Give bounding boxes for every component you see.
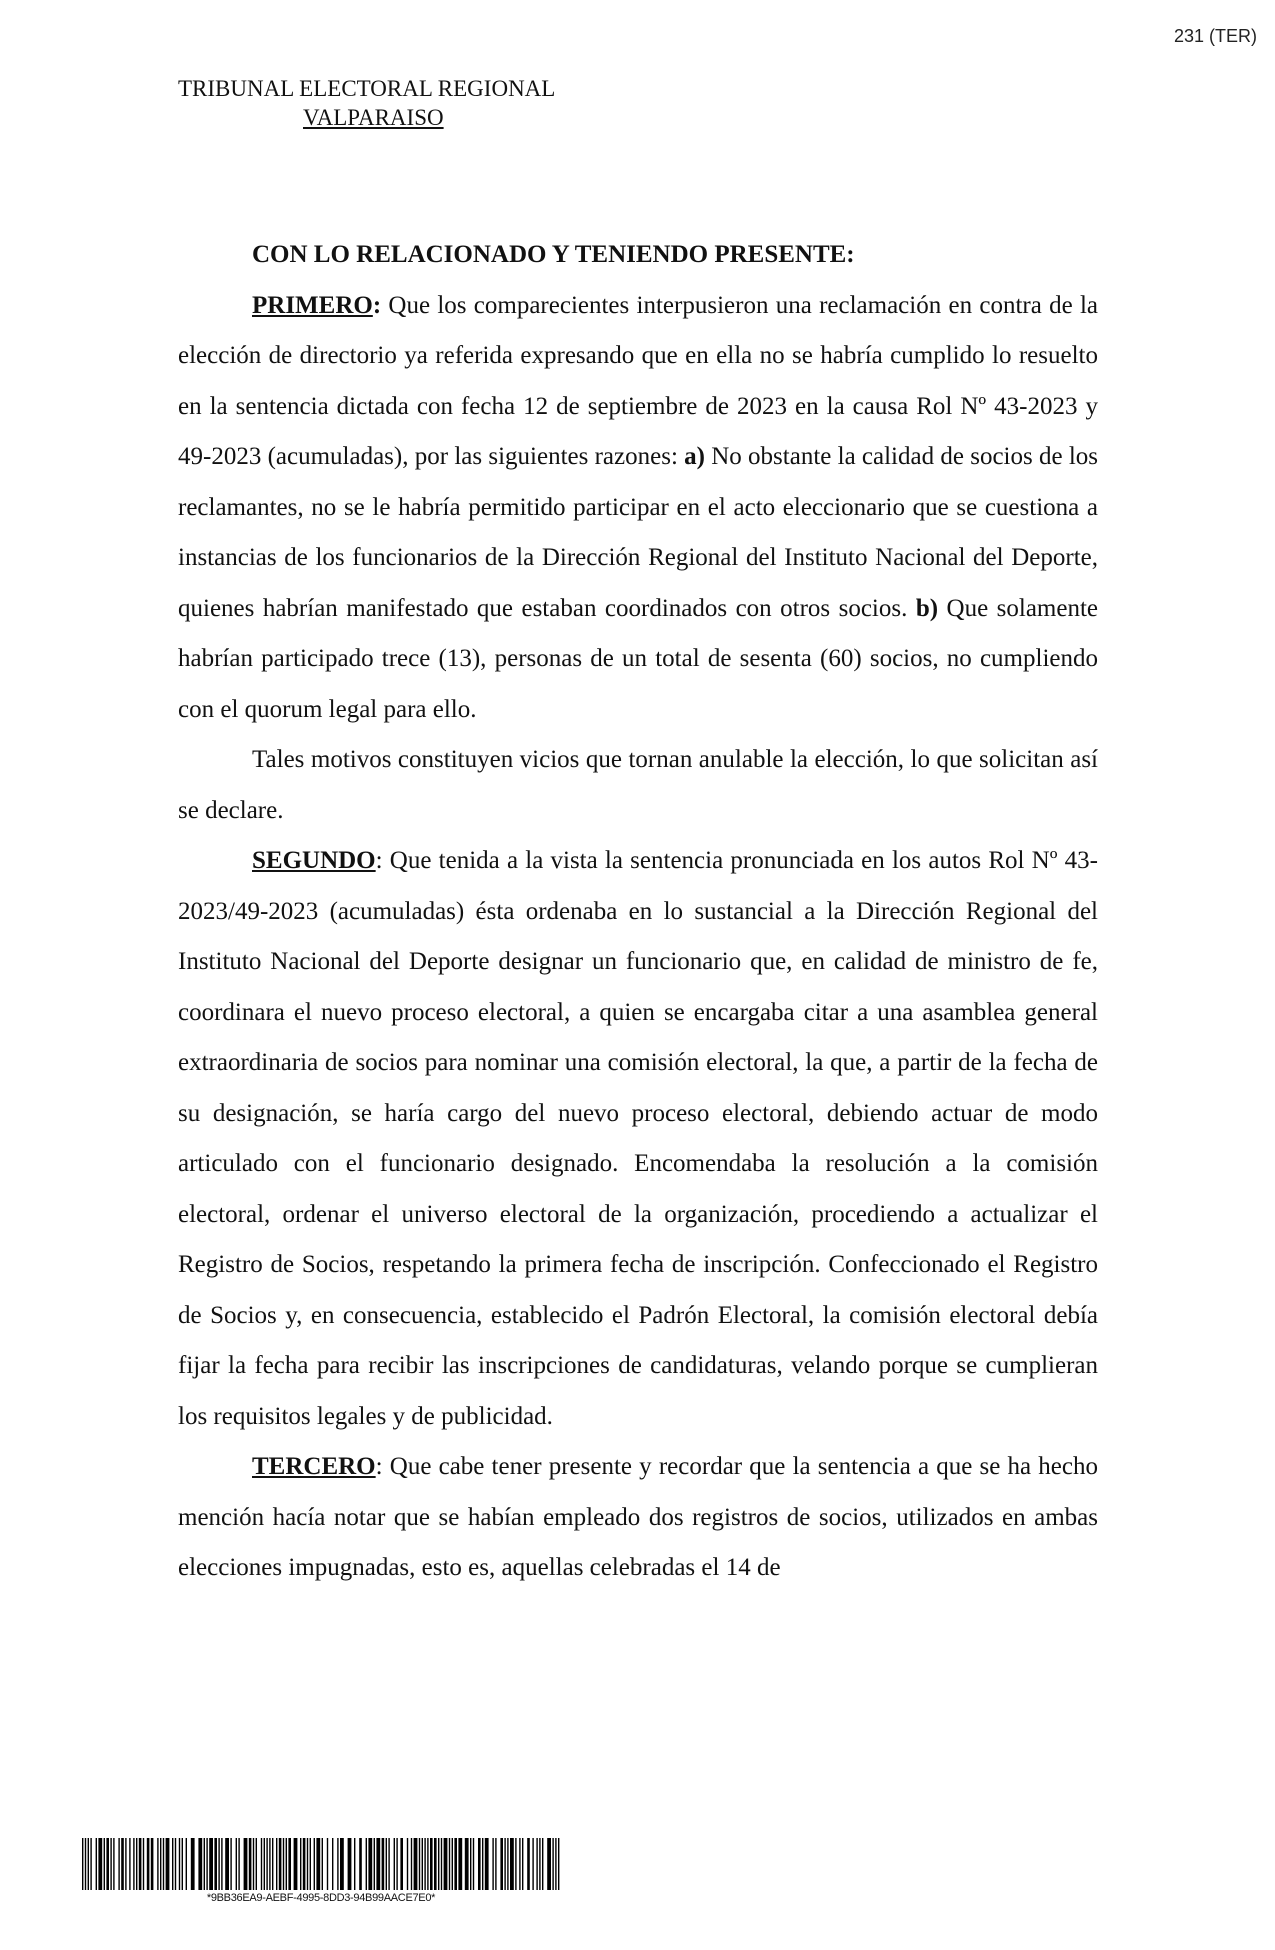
segundo-label: SEGUNDO <box>252 847 376 874</box>
tercero-label: TERCERO <box>252 1453 376 1480</box>
document-body <box>178 230 1098 1594</box>
court-city: VALPARAISO <box>303 105 444 130</box>
barcode-image <box>82 1838 560 1890</box>
barcode-text: *9BB36EA9-AEBF-4995-8DD3-94B99AACE7E0* <box>206 1892 436 1904</box>
primero-label: PRIMERO <box>252 291 373 319</box>
paragraph-tales: Tales motivos constituyen vicios que tornan anulable la elección, lo que solicitan así se declare. <box>178 746 1098 824</box>
section-heading: CON LO RELACIONADO Y TENIENDO PRESENTE: <box>252 241 855 268</box>
primero-text-2: No obstante la calidad de socios de los reclamantes, no se le habría permitido participar en el acto eleccionario que se cuestiona a instancias de los funcionarios de la Dirección Regional del Instituto Nacional del Deporte, quienes habrían manifestado que estaban coordinados con otros socios. <box>178 443 1098 622</box>
primero-text-1: Que los comparecientes interpusieron una reclamación en contra de la elección de directorio ya referida expresando que en ella no se habría cumplido lo resuelto en la sentencia dictada con fecha 12 de septiembre de 2023 en la causa Rol Nº 43-2023 y 49-2023 (acumuladas), por las siguientes razones: <box>178 291 1098 470</box>
segundo-text: : Que tenida a la vista la sentencia pronunciada en los autos Rol Nº 43-2023/49-2023 (acumuladas) ésta ordenaba en lo sustancial a la Dirección Regional del Instituto Nacional del Deporte designar un funcionario que, en calidad de ministro de fe, coordinara el nuevo proceso electoral, a quien se encargaba citar a una asamblea general extraordinaria de socios para nominar una comisión electoral, la que, a partir de la fecha de su designación, se haría cargo del nuevo proceso electoral, debiendo actuar de modo articulado con el funcionario designado. Encomendaba la resolución a la comisión electoral, ordenar el universo electoral de la organización, procediendo a actualizar el Registro de Socios, respetando la primera fecha de inscripción. Confeccionado el Registro de Socios y, en consecuencia, establecido el Padrón Electoral, la comisión electoral debía fijar la fecha para recibir las inscripciones de candidaturas, velando porque se cumplieran los requisitos legales y de publicidad. <box>178 847 1098 1430</box>
primero-mark-a: a) <box>684 443 705 470</box>
primero-colon: : <box>372 291 382 319</box>
primero-text-3: Que solamente habrían participado trece (13), personas de un total de sesenta (60) socios, no cumpliendo con el quorum legal para ello. <box>178 594 1099 723</box>
paragraph-primero <box>178 281 1098 736</box>
tercero-text: : Que cabe tener presente y recordar que la sentencia a que se ha hecho mención hacía notar que se habían empleado dos registros de socios, utilizados en ambas elecciones impugnadas, esto es, aquellas celebradas el 14 de <box>178 1453 1098 1581</box>
paragraph-tercero <box>178 1442 1098 1594</box>
paragraph-segundo <box>178 836 1098 1442</box>
court-header <box>178 74 555 132</box>
primero-mark-b: b) <box>915 594 939 622</box>
court-name: TRIBUNAL ELECTORAL REGIONAL <box>178 76 556 101</box>
page-number: 231 (TER) <box>1173 26 1257 46</box>
document-barcode <box>82 1838 560 1904</box>
